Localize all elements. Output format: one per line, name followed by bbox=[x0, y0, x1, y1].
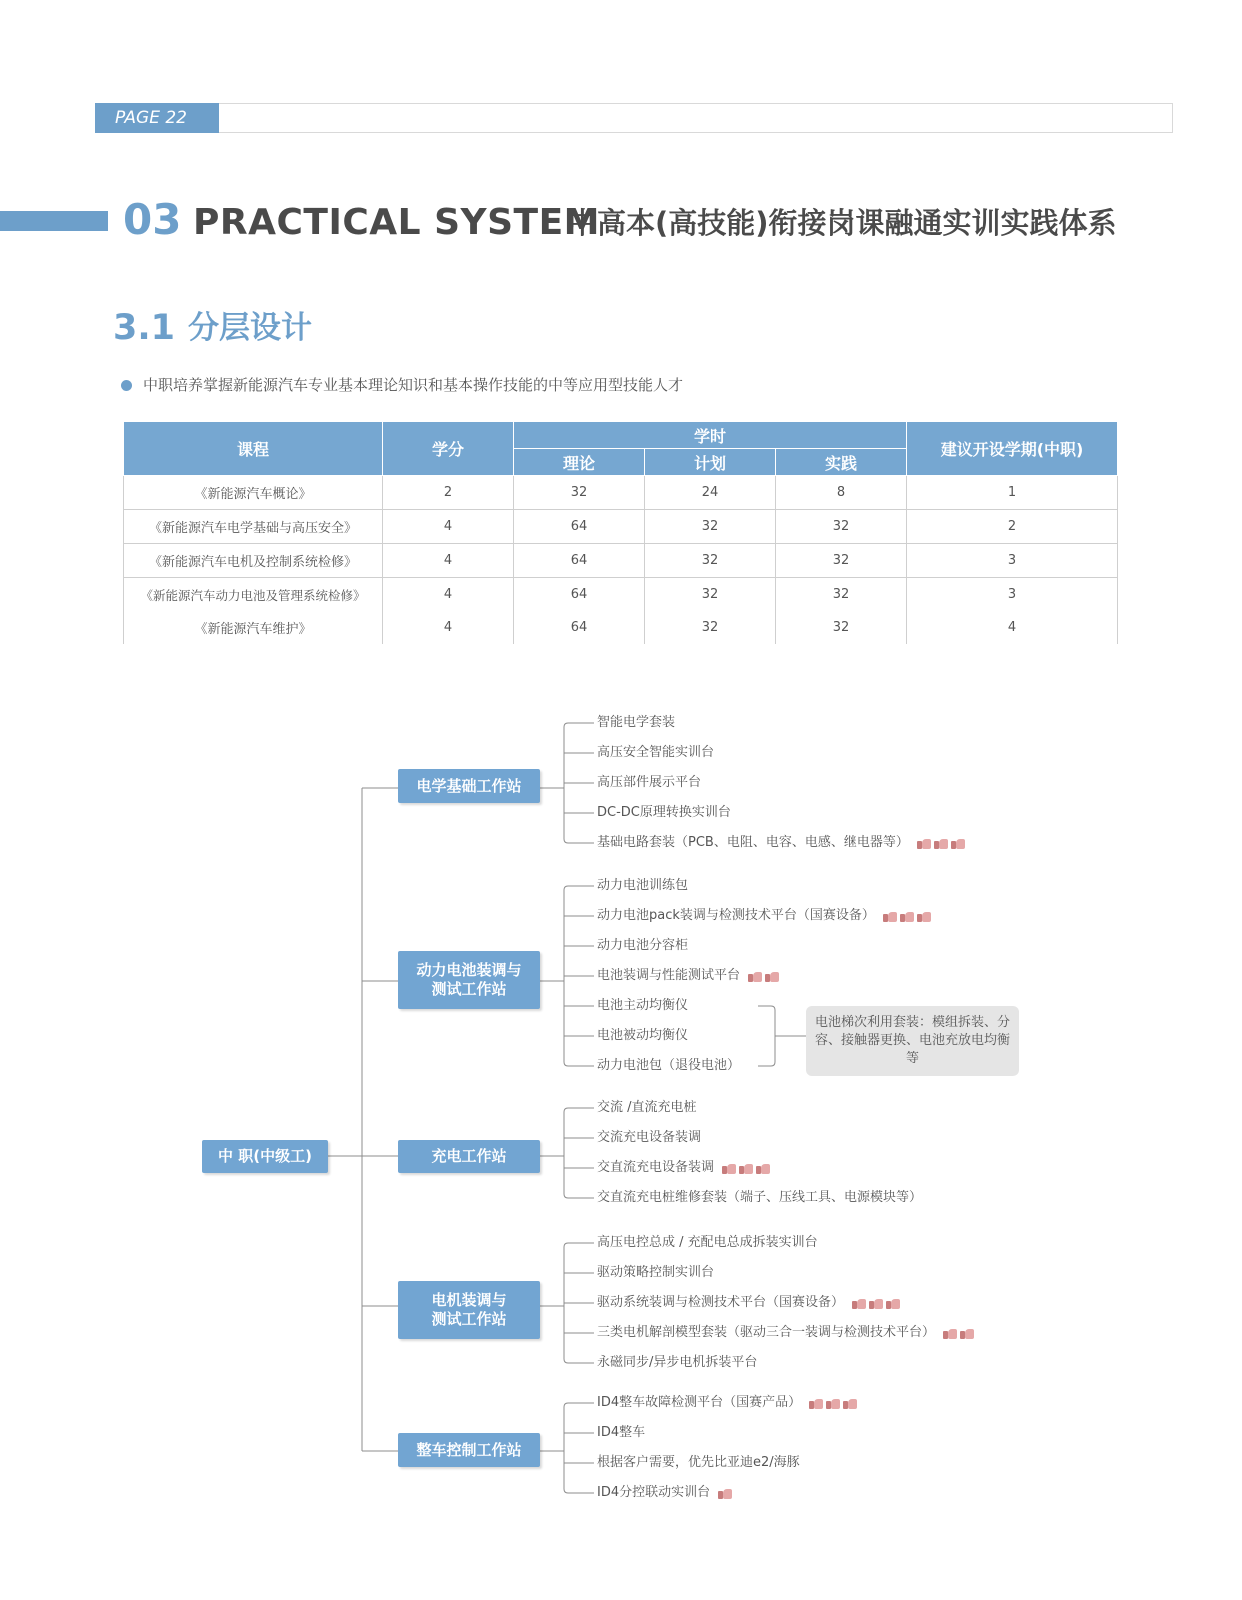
section-title-en: PRACTICAL SYSTEM bbox=[193, 202, 600, 243]
station-motor: 电机装调与测试工作站 bbox=[398, 1281, 540, 1339]
thumbs-up-icon bbox=[718, 1488, 732, 1499]
rating-icons bbox=[809, 1398, 857, 1409]
list-item bbox=[597, 1264, 714, 1282]
table-cell: 《新能源汽车动力电池及管理系统检修》 bbox=[124, 578, 383, 612]
list-item bbox=[597, 1394, 857, 1412]
thumbs-up-icon bbox=[951, 838, 965, 849]
list-item bbox=[597, 804, 731, 822]
table-cell: 24 bbox=[645, 476, 776, 510]
header-credit: 学分 bbox=[383, 422, 514, 476]
table-cell: 4 bbox=[383, 544, 514, 578]
item-label: 交流充电设备装调 bbox=[597, 1130, 702, 1145]
table-cell: 64 bbox=[514, 578, 645, 612]
thumbs-up-icon bbox=[917, 838, 931, 849]
table-cell: 32 bbox=[776, 544, 907, 578]
list-item bbox=[597, 877, 688, 895]
thumbs-up-icon bbox=[886, 1298, 900, 1309]
item-label: ID4整车故障检测平台（国赛产品） bbox=[597, 1395, 802, 1410]
item-label: 电池被动均衡仪 bbox=[597, 1028, 689, 1043]
thumbs-up-icon bbox=[869, 1298, 883, 1309]
item-label: 动力电池训练包 bbox=[597, 878, 689, 893]
list-item bbox=[597, 1189, 922, 1207]
list-item bbox=[597, 1027, 688, 1045]
list-item bbox=[597, 907, 931, 925]
item-label: 高压电控总成 / 充配电总成拆装实训台 bbox=[597, 1235, 818, 1250]
subsection-number: 3.1 bbox=[113, 308, 176, 348]
list-item bbox=[597, 1424, 645, 1442]
table-cell: 64 bbox=[514, 611, 645, 644]
list-item bbox=[597, 1159, 770, 1177]
header-practice: 实践 bbox=[776, 449, 907, 476]
list-item bbox=[597, 1234, 818, 1252]
item-label: 交流 /直流充电桩 bbox=[597, 1100, 697, 1115]
header-hours: 学时 bbox=[514, 422, 907, 449]
item-label: 根据客户需要，优先比亚迪e2/海豚 bbox=[597, 1455, 800, 1470]
thumbs-up-icon bbox=[960, 1328, 974, 1339]
rating-icons bbox=[917, 838, 965, 849]
item-label: 电池主动均衡仪 bbox=[597, 998, 689, 1013]
list-item bbox=[597, 1099, 697, 1117]
item-label: ID4分控联动实训台 bbox=[597, 1485, 711, 1500]
table-cell: 4 bbox=[383, 510, 514, 544]
thumbs-up-icon bbox=[809, 1398, 823, 1409]
table-cell: 32 bbox=[514, 476, 645, 510]
table-cell: 32 bbox=[645, 510, 776, 544]
table-cell: 8 bbox=[776, 476, 907, 510]
rating-icons bbox=[722, 1163, 770, 1174]
thumbs-up-icon bbox=[722, 1163, 736, 1174]
thumbs-up-icon bbox=[826, 1398, 840, 1409]
item-label: 永磁同步/异步电机拆装平台 bbox=[597, 1355, 758, 1370]
table-cell: 2 bbox=[383, 476, 514, 510]
table-cell: 《新能源汽车电机及控制系统检修》 bbox=[124, 544, 383, 578]
rating-icons bbox=[748, 971, 779, 982]
thumbs-up-icon bbox=[852, 1298, 866, 1309]
table-cell: 《新能源汽车维护》 bbox=[124, 611, 383, 644]
item-label: 高压部件展示平台 bbox=[597, 775, 702, 790]
table-cell: 《新能源汽车电学基础与高压安全》 bbox=[124, 510, 383, 544]
table-cell: 32 bbox=[645, 544, 776, 578]
table-cell: 32 bbox=[776, 578, 907, 612]
section-number: 03 bbox=[123, 195, 182, 244]
table-cell: 4 bbox=[383, 611, 514, 644]
item-label: DC-DC原理转换实训台 bbox=[597, 805, 731, 820]
thumbs-up-icon bbox=[917, 911, 931, 922]
rating-icons bbox=[883, 911, 931, 922]
table-cell: 4 bbox=[383, 578, 514, 612]
thumbs-up-icon bbox=[843, 1398, 857, 1409]
list-item bbox=[597, 744, 714, 762]
rating-icons bbox=[943, 1328, 974, 1339]
list-item bbox=[597, 1454, 800, 1472]
table-cell: 4 bbox=[907, 611, 1118, 644]
table-cell: 3 bbox=[907, 578, 1118, 612]
thumbs-up-icon bbox=[900, 911, 914, 922]
root-node: 中 职(中级工) bbox=[202, 1140, 328, 1173]
list-item bbox=[597, 937, 688, 955]
thumbs-up-icon bbox=[943, 1328, 957, 1339]
item-label: 动力电池分容柜 bbox=[597, 938, 689, 953]
header-theory: 理论 bbox=[514, 449, 645, 476]
section-title-zh: 中高本(高技能)衔接岗课融通实训实践体系 bbox=[568, 206, 1117, 240]
item-label: 动力电池包（退役电池） bbox=[597, 1058, 741, 1073]
station-charging: 充电工作站 bbox=[398, 1140, 540, 1173]
bullet-text: 中职培养掌握新能源汽车专业基本理论知识和基本操作技能的中等应用型技能人才 bbox=[143, 376, 684, 394]
item-label: 交直流充电桩维修套装（端子、压线工具、电源模块等） bbox=[597, 1190, 923, 1205]
table-cell: 2 bbox=[907, 510, 1118, 544]
table-cell: 32 bbox=[776, 611, 907, 644]
list-item bbox=[597, 834, 965, 852]
table-cell: 32 bbox=[645, 578, 776, 612]
item-label: ID4整车 bbox=[597, 1425, 646, 1440]
item-label: 基础电路套装（PCB、电阻、电容、电感、继电器等） bbox=[597, 835, 909, 850]
list-item bbox=[597, 1129, 701, 1147]
thumbs-up-icon bbox=[934, 838, 948, 849]
list-item bbox=[597, 967, 779, 985]
list-item bbox=[597, 1354, 757, 1372]
table-cell: 《新能源汽车概论》 bbox=[124, 476, 383, 510]
item-label: 交直流充电设备装调 bbox=[597, 1160, 715, 1175]
station-vehicle: 整车控制工作站 bbox=[398, 1433, 540, 1467]
item-label: 高压安全智能实训台 bbox=[597, 745, 715, 760]
table-cell: 3 bbox=[907, 544, 1118, 578]
item-label: 智能电学套装 bbox=[597, 715, 676, 730]
rating-icons bbox=[718, 1488, 732, 1499]
item-label: 驱动策略控制实训台 bbox=[597, 1265, 715, 1280]
table-cell: 64 bbox=[514, 510, 645, 544]
list-item bbox=[597, 1294, 900, 1312]
item-label: 动力电池pack装调与检测技术平台（国赛设备） bbox=[597, 908, 875, 923]
header-semester: 建议开设学期(中职) bbox=[907, 422, 1118, 476]
thumbs-up-icon bbox=[883, 911, 897, 922]
table-cell: 32 bbox=[645, 611, 776, 644]
table-cell: 1 bbox=[907, 476, 1118, 510]
note-box: 电池梯次利用套装：模组拆装、分容、接触器更换、电池充放电均衡等 bbox=[806, 1006, 1019, 1076]
thumbs-up-icon bbox=[756, 1163, 770, 1174]
station-electrical: 电学基础工作站 bbox=[398, 769, 540, 803]
list-item bbox=[597, 1324, 974, 1342]
item-label: 三类电机解剖模型套装（驱动三合一装调与检测技术平台） bbox=[597, 1325, 936, 1340]
thumbs-up-icon bbox=[748, 971, 762, 982]
page-number: PAGE 22 bbox=[95, 103, 219, 133]
list-item bbox=[597, 1484, 732, 1502]
header-plan: 计划 bbox=[645, 449, 776, 476]
list-item bbox=[597, 997, 688, 1015]
list-item bbox=[597, 714, 675, 732]
table-cell: 64 bbox=[514, 544, 645, 578]
header-course: 课程 bbox=[124, 422, 383, 476]
subsection-title: 分层设计 bbox=[188, 310, 312, 346]
item-label: 电池装调与性能测试平台 bbox=[597, 968, 741, 983]
list-item bbox=[597, 774, 701, 792]
thumbs-up-icon bbox=[739, 1163, 753, 1174]
thumbs-up-icon bbox=[765, 971, 779, 982]
list-item bbox=[597, 1057, 740, 1075]
table-cell: 32 bbox=[776, 510, 907, 544]
item-label: 驱动系统装调与检测技术平台（国赛设备） bbox=[597, 1295, 845, 1310]
station-battery: 动力电池装调与测试工作站 bbox=[398, 951, 540, 1009]
rating-icons bbox=[852, 1298, 900, 1309]
